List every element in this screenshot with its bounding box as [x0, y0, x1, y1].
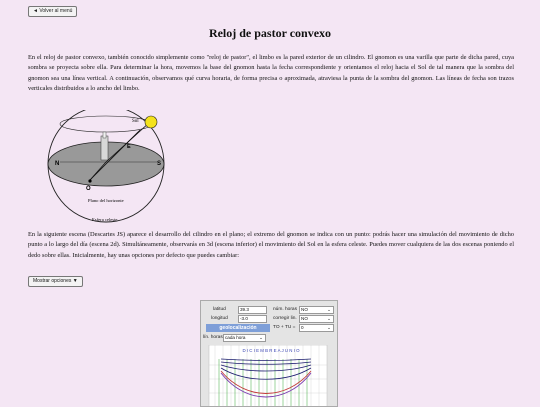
- horizon-label: Plano del horizonte: [88, 198, 124, 203]
- geolocation-button[interactable]: geolocalización: [206, 324, 270, 332]
- hour-lines-label: lín. horas: [203, 335, 223, 340]
- chevron-down-icon: ⌄: [259, 335, 263, 340]
- timezone-select[interactable]: 0 ⌄: [299, 324, 334, 332]
- intro-paragraph: En el reloj de pastor convexo, también conocido simplemente como "reloj de pastor", el limbo es la pared exterior de un cilindro. El gnomon es una varilla que parte de dicha pared, cuya sombra se proyecta sobre ella. Para determinar la hora, movemos la base del gnomon hasta la fecha correspondiente y orientamos el reloj hacia el Sol de tal manera que la sombra del gnomon sea una línea vertical. A continuación, observamos qué curva horaria, de forma precisa o aproximada, atraviesa la punta de la sombra del gnomon. Las líneas de fecha son trazos verticales distribuidos a lo ancho del limbo.: [28, 54, 514, 92]
- origin-point: [88, 179, 91, 182]
- back-to-menu-button[interactable]: ◄ Volver al menú: [28, 6, 77, 17]
- hours-select[interactable]: NO ⌄: [299, 306, 334, 314]
- scene-paragraph: En la siguiente escena (Descartes JS) aparece el desarrollo del cilindro en el plano; el extremo del gnomon se indica con un punto: podrás hacer una simulación del movimiento de dicho punto a lo largo del día (escena 2d). Simultáneamente, observarás en 3d (escena inferior) el movimiento del Sol en la esfera celeste. Puedes mover cualquiera de las dos escenas poniendo el dedo sobre ellas. Inicialmente, hay unas opciones por defecto que puedes cambiar:: [28, 231, 514, 259]
- sun-label: Sol: [132, 119, 139, 124]
- east-label: E: [127, 144, 131, 150]
- origin-label: O: [86, 186, 91, 192]
- chevron-down-icon: ⌄: [327, 316, 331, 321]
- descartes-scene[interactable]: [200, 300, 338, 407]
- sun-icon: [145, 116, 157, 128]
- north-label: N: [55, 161, 60, 167]
- gnomon-cylinder: [101, 136, 108, 160]
- longitude-input[interactable]: -3.0: [238, 315, 267, 323]
- sphere-label: Esfera celeste: [92, 217, 118, 222]
- celestial-sphere-figure: [40, 110, 180, 228]
- show-options-button[interactable]: Mostrar opciones ▼: [28, 276, 83, 287]
- correct-label: corregir lin.: [273, 316, 297, 321]
- hour-lines-select[interactable]: cada hora ⌄: [223, 334, 266, 342]
- latitude-input[interactable]: 39.3: [238, 306, 267, 314]
- page-title: Reloj de pastor convexo: [208, 26, 332, 40]
- cylinder-development-plot[interactable]: [201, 345, 337, 407]
- latitude-label: latitud: [213, 307, 226, 312]
- chevron-down-icon: ⌄: [327, 325, 331, 330]
- chevron-down-icon: ⌄: [327, 307, 331, 312]
- hours-label: núm. horas: [273, 307, 297, 312]
- south-label: S: [157, 161, 162, 167]
- plot-header: D I C I E M B R E A J U N I O: [242, 348, 300, 353]
- correct-select[interactable]: NO ⌄: [299, 315, 334, 323]
- longitude-label: longitud: [211, 316, 228, 321]
- timezone-label: TO + TU =: [273, 325, 296, 330]
